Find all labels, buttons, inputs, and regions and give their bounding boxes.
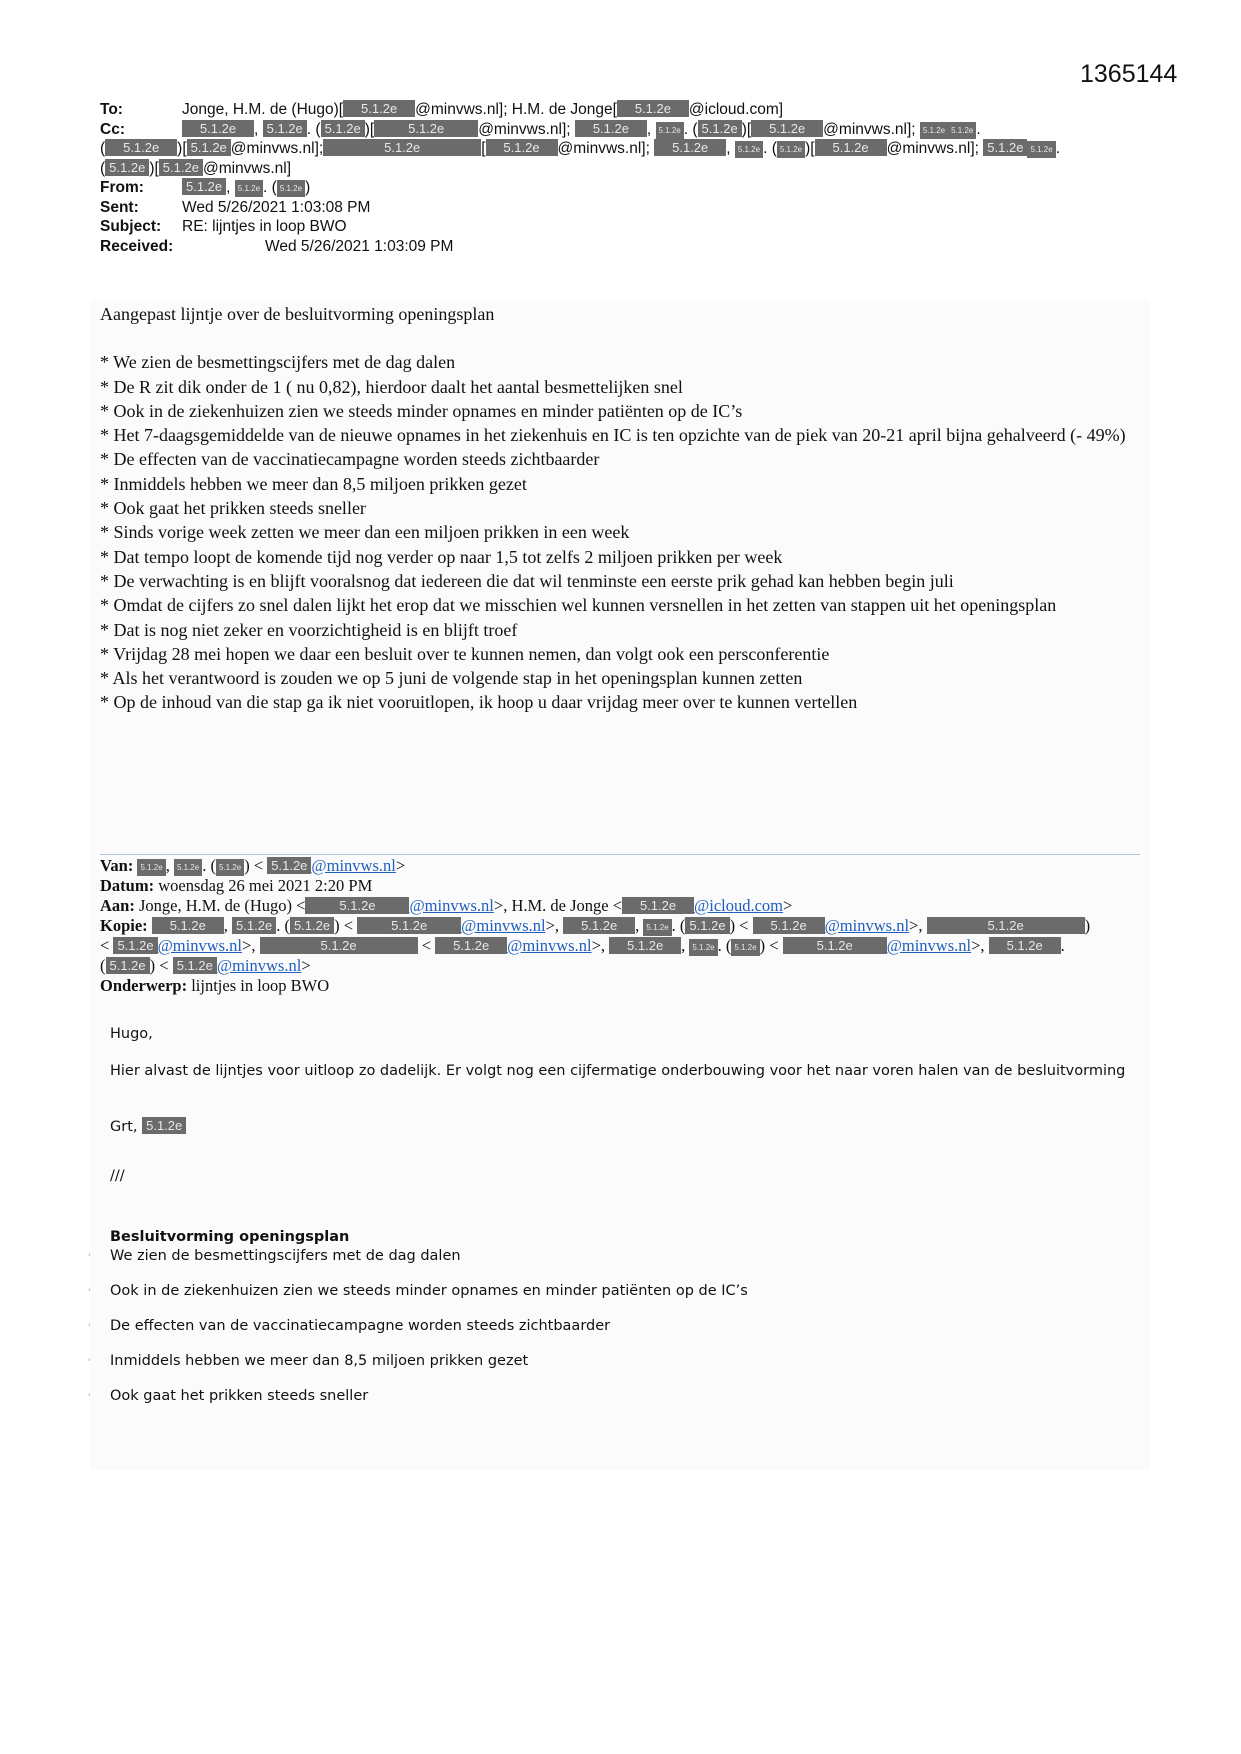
kopie-row: Kopie: 5.1.2e , 5.1.2e . ( 5.1.2e ) < 5.1.2e @minvws.nl>, 5.1.2e , 5.1.2e . ( 5.1.2e ) < 5.1.2e @minvws.nl>, 5.1.2e ) [100, 916, 1091, 935]
email-link[interactable]: @minvws.nl [507, 936, 592, 955]
redaction: 5.1.2e [575, 120, 647, 137]
received-value: Wed 5/26/2021 1:03:09 PM [265, 237, 454, 255]
redaction: 5.1.2e [609, 937, 681, 954]
redaction: 5.1.2e [232, 917, 276, 934]
redaction: 5.1.2e [106, 957, 150, 974]
body-bullet: * We zien de besmettingscijfers met de dag dalen [100, 352, 456, 373]
aan-recipient-2: >, H.M. de Jonge < [493, 896, 623, 915]
email-domain: @minvws.nl]; [557, 140, 650, 157]
redaction: 5.1.2e [235, 180, 263, 197]
from-label: From: [100, 179, 144, 196]
point-text: Ook gaat het prikken steeds sneller [110, 1388, 369, 1404]
redaction: 5.1.2e [321, 120, 365, 137]
redaction: 5.1.2e [920, 122, 948, 139]
datum-row [100, 876, 1150, 896]
email-link[interactable]: @minvws.nl [409, 896, 494, 915]
point-text: We zien de besmettingscijfers met de dag dalen [110, 1248, 461, 1264]
redaction: 5.1.2e [142, 1117, 186, 1134]
redaction: 5.1.2e [343, 100, 415, 117]
to-row [100, 100, 1160, 120]
point-item [88, 1352, 1130, 1371]
redaction: 5.1.2e [654, 139, 726, 156]
email-domain: @minvws.nl]; [478, 120, 571, 138]
redaction: 5.1.2e [182, 178, 226, 195]
redaction: 5.1.2e [927, 917, 1085, 934]
redaction: 5.1.2e [173, 957, 217, 974]
bullet-icon: ' [88, 1358, 91, 1368]
datum-value: woensdag 26 mei 2021 2:20 PM [158, 876, 373, 895]
quote-separator [100, 854, 1140, 855]
section-title: Besluitvorming openingsplan [110, 1229, 350, 1245]
onderwerp-row [100, 976, 1150, 996]
redaction: 5.1.2e [563, 917, 635, 934]
redaction: 5.1.2e [777, 141, 805, 158]
email-link[interactable]: @minvws.nl [824, 916, 910, 935]
aan-row: Aan: Jonge, H.M. de (Hugo) < 5.1.2e @minvws.nl>, H.M. de Jonge < 5.1.2e @icloud.com> [100, 896, 793, 915]
aan-recipient: Jonge, H.M. de (Hugo) < [138, 896, 306, 915]
email-link[interactable]: @icloud.com [694, 896, 784, 915]
greeting: Hugo, [110, 1026, 153, 1042]
email-domain: @minvws.nl]; [886, 140, 979, 157]
redaction: 5.1.2e [735, 141, 763, 158]
to-recipient-2: @minvws.nl]; H.M. de Jonge[ [415, 101, 617, 118]
redaction: 5.1.2e [357, 917, 461, 934]
body-bullet: * Omdat de cijfers zo snel dalen lijkt het erop dat we misschien wel kunnen versnellen in het zetten van stappen uit het openingsplan [100, 595, 1057, 616]
sent-row [100, 198, 1160, 218]
redaction: 5.1.2e [263, 120, 307, 137]
redaction: 5.1.2e [267, 857, 311, 874]
redaction: 5.1.2e [216, 859, 244, 876]
redaction: 5.1.2e [731, 939, 759, 956]
point-text: Inmiddels hebben we meer dan 8,5 miljoen prikken gezet [110, 1353, 529, 1369]
redaction: 5.1.2e [751, 120, 823, 137]
redaction: 5.1.2e [159, 159, 203, 176]
onderwerp-value: lijntjes in loop BWO [191, 976, 330, 995]
body-bullet: * Vrijdag 28 mei hopen we daar een besluit over te kunnen nemen, dan volgt ook een persconferentie [100, 643, 830, 664]
email-link[interactable]: @minvws.nl [157, 936, 243, 955]
body-bullet: * Inmiddels hebben we meer dan 8,5 miljoen prikken gezet [100, 473, 527, 494]
redaction: 5.1.2e [305, 897, 409, 914]
redaction: 5.1.2e [622, 897, 694, 914]
sent-label: Sent: [100, 198, 139, 216]
signoff [110, 1117, 1130, 1137]
signoff-text: Grt, [110, 1119, 138, 1135]
message-text: Hier alvast de lijntjes voor uitloop zo dadelijk. Er volgt nog een cijfermatige onderbouwing voor het naar voren halen van de besluitvorming [110, 1063, 1126, 1079]
redaction: 5.1.2e [374, 120, 478, 137]
redaction: 5.1.2e [783, 937, 887, 954]
point-item [88, 1317, 1130, 1336]
subject-value: RE: lijntjes in loop BWO [182, 218, 347, 235]
body-bullet: * Ook in de ziekenhuizen zien we steeds minder opnames en minder patiënten op de IC’s [100, 400, 743, 421]
redaction: 5.1.2e [989, 937, 1061, 954]
point-text: Ook in de ziekenhuizen zien we steeds minder opnames en minder patiënten op de IC’s [110, 1283, 748, 1299]
email-domain: @minvws.nl]; [230, 140, 324, 157]
redaction: 5.1.2e [815, 139, 887, 156]
document-id: 1365144 [1080, 60, 1178, 88]
subject-label: Subject: [100, 218, 162, 235]
redaction: 5.1.2e [174, 859, 202, 876]
cc-row-3: ( 5.1.2e )[ 5.1.2e @minvws.nl] [100, 159, 292, 177]
redaction: 5.1.2e [689, 939, 717, 956]
redaction: 5.1.2e [152, 917, 224, 934]
redaction: 5.1.2e [983, 139, 1027, 156]
redaction: 5.1.2e [486, 139, 558, 156]
email-body [100, 302, 1140, 715]
subject-row [100, 217, 1160, 237]
onderwerp-label: Onderwerp: [100, 976, 188, 995]
cc-label: Cc: [100, 120, 125, 138]
redaction: 5.1.2e [435, 937, 507, 954]
received-row [100, 237, 1160, 257]
redaction: 5.1.2e [948, 122, 976, 139]
van-row: Van: 5.1.2e , 5.1.2e . ( 5.1.2e ) < 5.1.2e @minvws.nl> [100, 856, 406, 875]
body-bullet: * De effecten van de vaccinatiecampagne worden steeds zichtbaarder [100, 449, 600, 470]
email-link[interactable]: @minvws.nl [886, 936, 972, 955]
redaction: 5.1.2e [643, 919, 671, 936]
body-bullet: * De R zit dik onder de 1 ( nu 0,82), hierdoor daalt het aantal besmettelijken snel [100, 376, 683, 397]
body-bullet: * Het 7-daagsgemiddelde van de nieuwe opnames in het ziekenhuis en IC is ten opzichte van de piek van 20-21 april bijna gehalveerd (- 49%) [100, 425, 1126, 446]
kopie-label: Kopie: [100, 916, 148, 935]
van-label: Van: [100, 856, 134, 875]
redaction: 5.1.2e [656, 122, 684, 139]
sent-value: Wed 5/26/2021 1:03:08 PM [182, 198, 371, 216]
redaction: 5.1.2e [187, 139, 231, 156]
aan-label: Aan: [100, 896, 135, 915]
body-bullet: * Dat tempo loopt de komende tijd nog verder op naar 1,5 tot zelfs 2 miljoen prikken per week [100, 546, 783, 567]
cc-row: Cc: 5.1.2e , 5.1.2e . ( 5.1.2e )[ 5.1.2e @minvws.nl]; 5.1.2e , 5.1.2e . ( 5.1.2e )[ 5.1.2e @minvws.nl]; 5.1.2e 5.1.2e . [100, 120, 981, 138]
email-link[interactable]: @minvws.nl [461, 916, 546, 935]
to-recipient-name: Jonge, H.M. de (Hugo)[ [182, 101, 344, 118]
bullet-icon: ' [88, 1393, 91, 1403]
divider-text: /// [110, 1168, 125, 1184]
redaction: 5.1.2e [685, 917, 729, 934]
bullet-icon: ' [88, 1323, 91, 1333]
body-intro: Aangepast lijntje over de besluitvorming openingsplan [100, 304, 495, 324]
to-icloud: @icloud.com] [688, 101, 784, 118]
point-item [88, 1282, 1130, 1301]
cc-row-2: ( 5.1.2e )[ 5.1.2e @minvws.nl]; 5.1.2e [ 5.1.2e @minvws.nl]; 5.1.2e , 5.1.2e . ( 5.1.2e )[ 5.1.2e @minvws.nl]; 5.1.2e 5.1.2e . [100, 140, 1060, 157]
body-bullet: * Ook gaat het prikken steeds sneller [100, 498, 366, 519]
quoted-body [88, 1025, 1130, 1406]
datum-label: Datum: [100, 876, 155, 895]
body-bullet: * Als het verantwoord is zouden we op 5 juni de volgende stap in het openingsplan kunnen zetten [100, 668, 803, 689]
point-item [88, 1247, 1130, 1266]
quoted-headers [100, 856, 1150, 996]
redaction: 5.1.2e [105, 139, 177, 156]
to-label: To: [100, 101, 123, 118]
kopie-row-3: ( 5.1.2e ) < 5.1.2e @minvws.nl> [100, 956, 311, 975]
redaction: 5.1.2e [277, 180, 305, 197]
email-link[interactable]: @minvws.nl [216, 956, 302, 975]
redaction: 5.1.2e [1027, 141, 1055, 158]
body-bullet: * Sinds vorige week zetten we meer dan een miljoen prikken in een week [100, 522, 630, 543]
redaction: 5.1.2e [290, 917, 334, 934]
redaction: 5.1.2e [753, 917, 825, 934]
bullet-icon: ' [88, 1288, 91, 1298]
point-text: De effecten van de vaccinatiecampagne worden steeds zichtbaarder [110, 1318, 611, 1334]
email-link[interactable]: @minvws.nl [311, 856, 396, 875]
email-domain: @minvws.nl] [202, 159, 292, 177]
redaction: 5.1.2e [260, 937, 418, 954]
redaction: 5.1.2e [323, 139, 481, 156]
body-bullet: * De verwachting is en blijft vooralsnog dat iedereen die dat wil tenminste een eerste prik gehad kan hebben begin juli [100, 570, 954, 591]
redaction: 5.1.2e [137, 859, 165, 876]
from-row: From: 5.1.2e , 5.1.2e . ( 5.1.2e ) [100, 179, 311, 196]
bullet-icon: ' [88, 1253, 91, 1263]
redaction: 5.1.2e [182, 120, 254, 137]
body-bullet: * Dat is nog niet zeker en voorzichtigheid is en blijft troef [100, 619, 518, 640]
redaction: 5.1.2e [617, 100, 689, 117]
email-headers [100, 100, 1160, 256]
received-label: Received: [100, 237, 174, 255]
redaction: 5.1.2e [113, 937, 157, 954]
body-bullet: * Op de inhoud van die stap ga ik niet vooruitlopen, ik hoop u daar vrijdag meer over te kunnen vertellen [100, 692, 858, 713]
kopie-row-2: < 5.1.2e @minvws.nl>, 5.1.2e < 5.1.2e @minvws.nl>, 5.1.2e , 5.1.2e . ( 5.1.2e ) < 5.1.2e @minvws.nl>, 5.1.2e . [100, 936, 1065, 955]
email-domain: @minvws.nl]; [823, 120, 916, 138]
point-item [88, 1387, 1130, 1406]
redaction: 5.1.2e [105, 159, 149, 176]
redaction: 5.1.2e [698, 120, 742, 137]
